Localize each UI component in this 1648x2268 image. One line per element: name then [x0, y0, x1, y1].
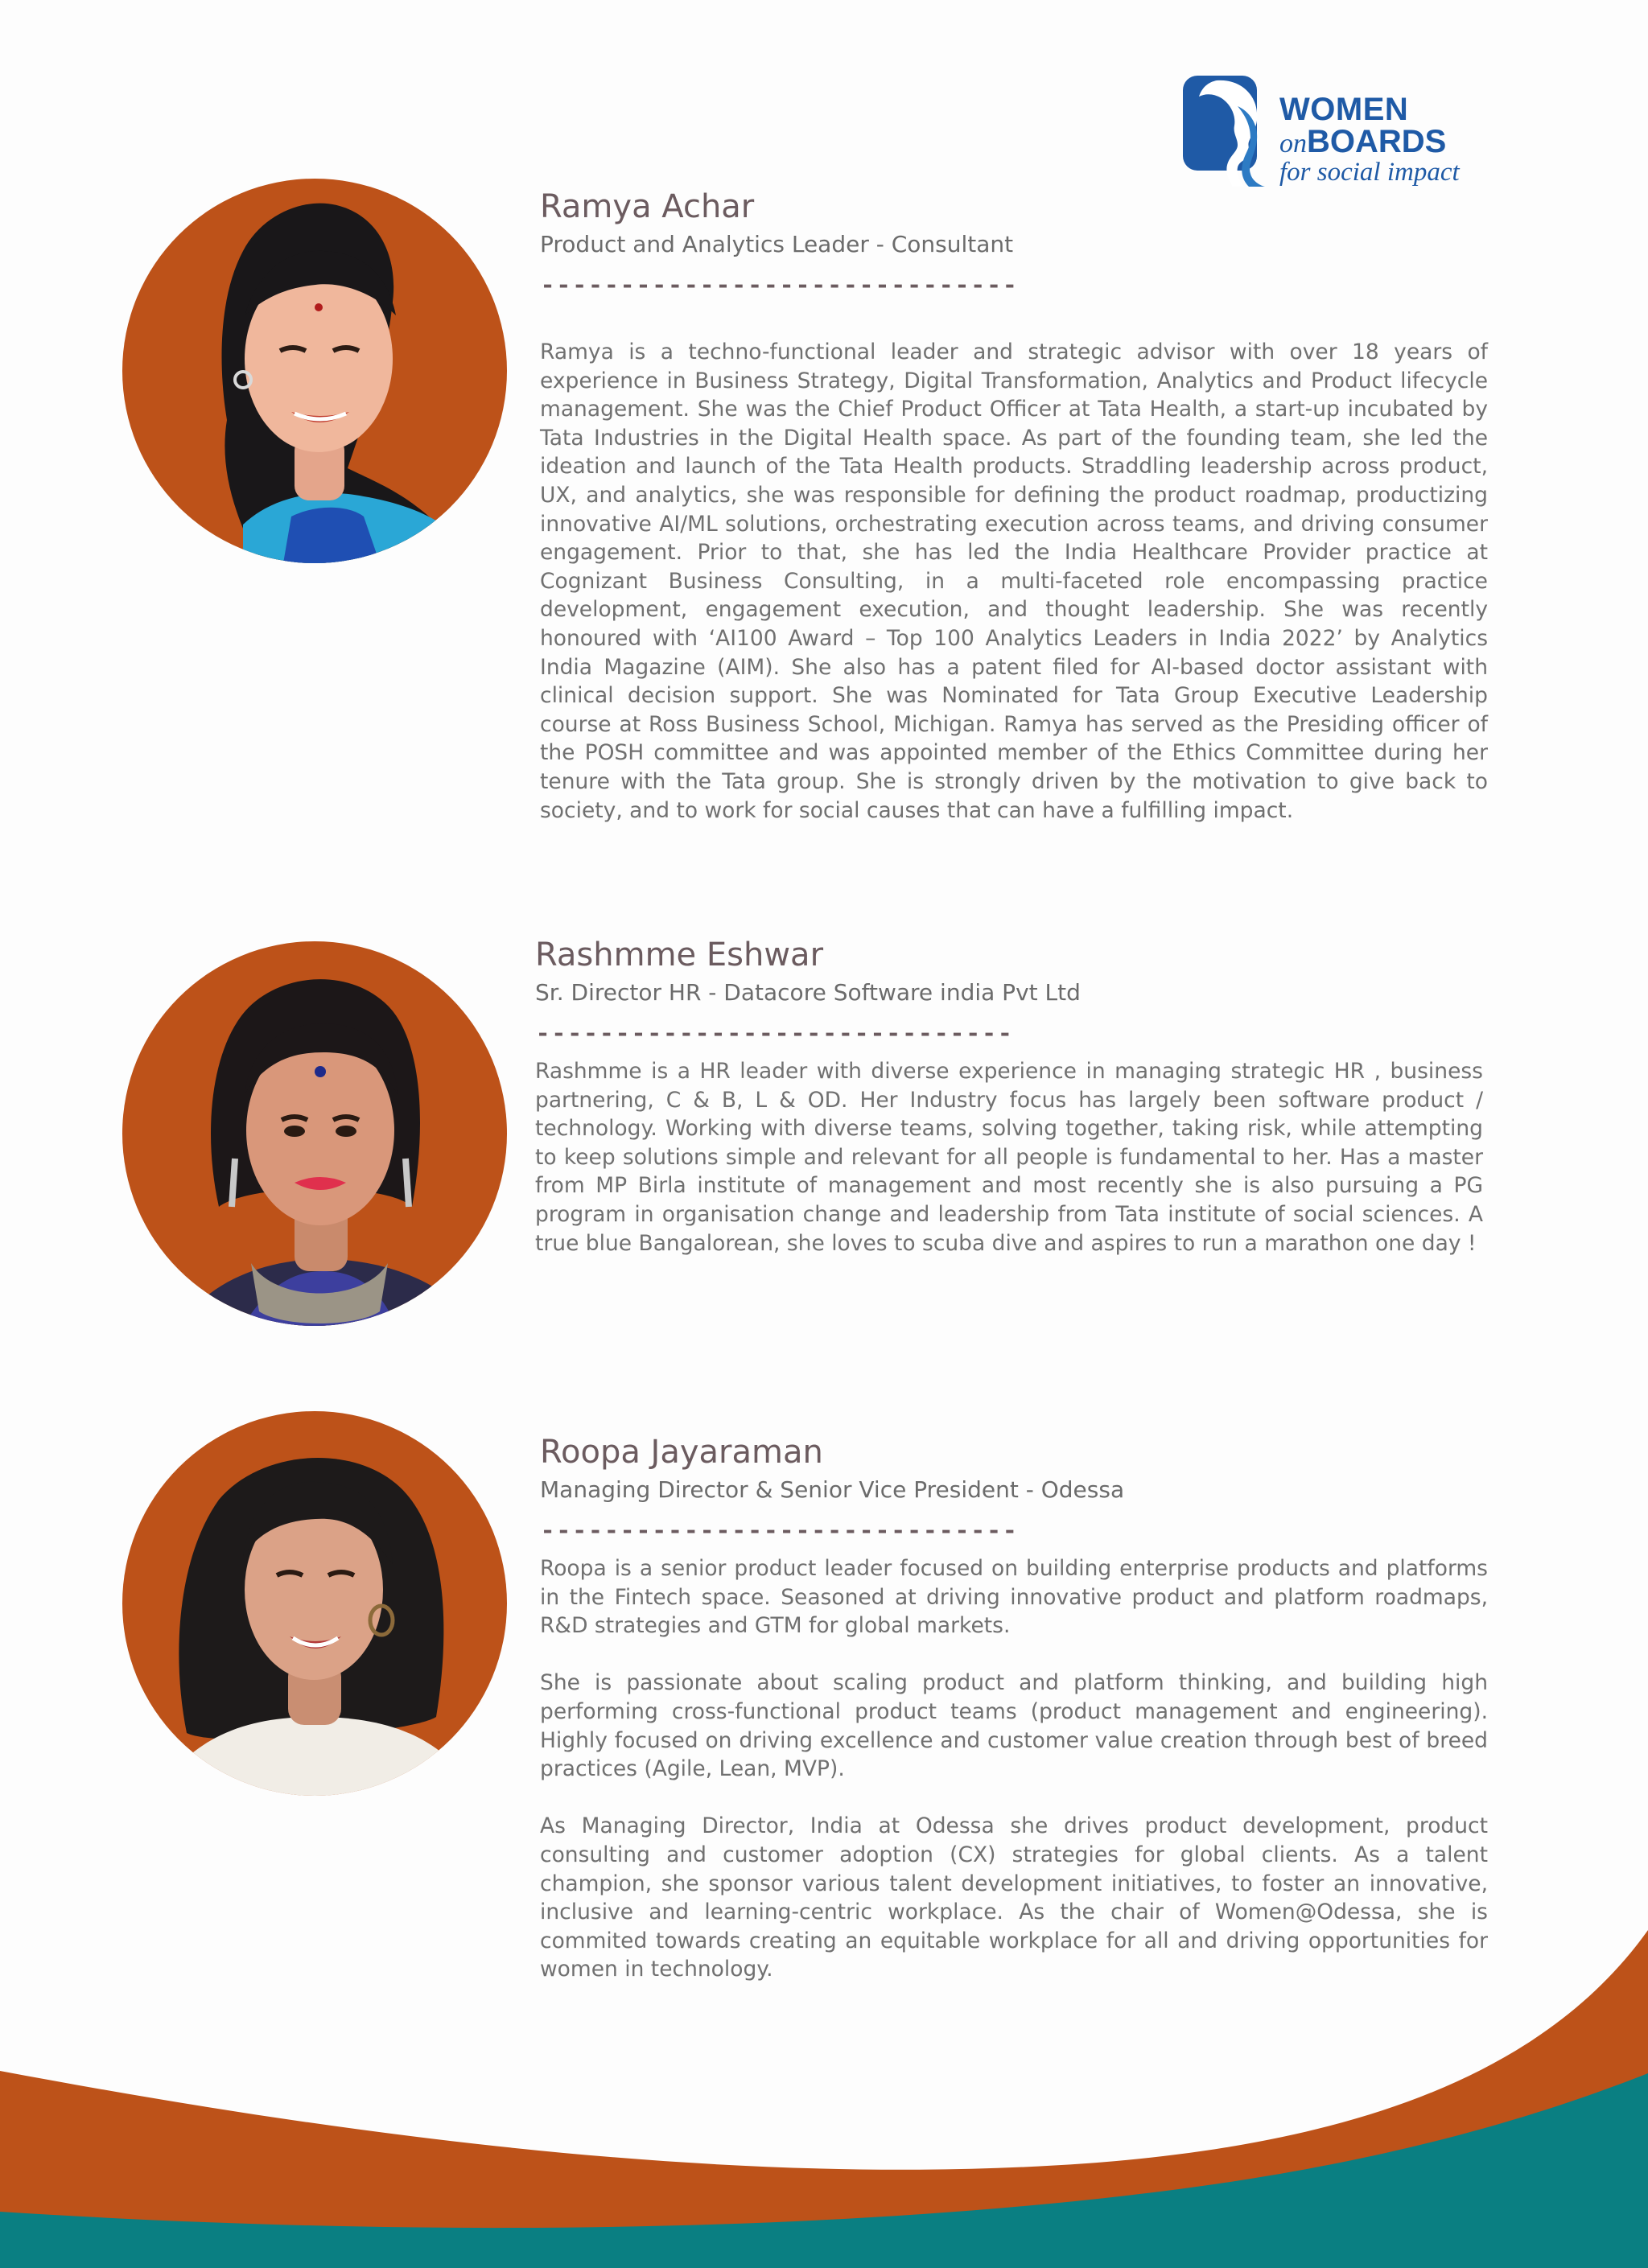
rashmme-eshwar-photo — [122, 941, 507, 1326]
bio-paragraph: Roopa is a senior product leader focused on building enterprise products and platforms in the Fintech space. Seasoned at driving innovative product and platform roadmaps, R&D strategies and GTM for global markets. — [540, 1556, 1488, 1639]
ramya-achar-photo — [122, 179, 507, 563]
logo-word-on: on — [1279, 129, 1307, 158]
bio-paragraph: Rashmme is a HR leader with diverse experience in managing strategic HR , business partnering, C & B, L & OD. Her Industry focus has largely been software product / technology. Working with diverse teams, solving together, taking risk, while attempting to keep solutions simple and relevant for all people is fundamental to her. Has a master from MP Birla institute of management and most recently she is also pursuing a PG program in organisation change and leadership from Tata institute of social sciences. A true blue Bangalorean, she loves to scuba dive and aspires to run a marathon one day ! — [535, 1059, 1483, 1256]
bio-paragraph: Ramya is a techno-functional leader and strategic advisor with over 18 years of experience in Business Strategy, Digital Transformation, Analytics and Product lifecycle management. She was the Chief Product Officer at Tata Health, a start-up incubated by Tata Industries in the Digital Health space. As part of the founding team, she led the ideation and launch of the Tata Health products. Straddling leadership across product, UX, and analytics, she was responsible for defining the product roadmap, productizing innovative AI/ML solutions, orchestrating execution across teams, and driving consumer engagement. Prior to that, she has led the India Healthcare Provider practice at Cognizant Business Consulting, in a multi-faceted role encompassing practice development, engagement execution, and thought leadership. She was recently honoured with ‘AI100 Award – Top 100 Analytics Leaders in India 2022’ by Analytics India Magazine (AIM). She also has a patent filed for AI-based doctor assistant with clinical decision support. She was Nominated for Tata Group Executive Leadership course at Ross Business School, Michigan. Ramya has served as the Presiding officer of the POSH committee and was appointed member of the Ethics Committee during her tenure with the Tata group. She is strongly driven by the motivation to give back to society, and to work for social causes that can have a fulfilling impact. — [540, 340, 1488, 823]
profile-bio — [540, 338, 1488, 825]
profile-rashmme-eshwar — [535, 935, 1483, 1257]
woman-profile-logo-icon — [1181, 74, 1268, 188]
bio-paragraph: As Managing Director, India at Odessa she drives product development, product consulting and customer adoption (CX) strategies for global clients. As a talent champion, she sponsor various talent development initiatives, to foster an innovative, inclusive and learning-centric workplace. As the chair of Women@Odessa, she is commited towards creating an equitable workplace for all and driving opportunities for women in technology. — [540, 1813, 1488, 1982]
profile-roopa-jayaraman — [540, 1432, 1488, 1984]
profile-bio — [535, 1057, 1483, 1257]
logo-word-women: WOMEN — [1279, 92, 1409, 127]
roopa-jayaraman-photo — [122, 1411, 507, 1796]
logo-word-boards: BOARDS — [1307, 124, 1447, 159]
profile-name: Rashmme Eshwar — [535, 936, 824, 973]
profile-divider: ------------------------------ — [535, 1019, 1014, 1049]
profile-divider: ------------------------------ — [540, 1517, 1019, 1546]
decorative-wave-footer — [0, 1930, 1648, 2268]
women-on-boards-logo — [1181, 74, 1471, 193]
profile-bio — [540, 1554, 1488, 1984]
profile-name: Ramya Achar — [540, 188, 755, 225]
profile-name: Roopa Jayaraman — [540, 1434, 823, 1471]
profile-role: Managing Director & Senior Vice President - Odessa — [540, 1476, 1125, 1503]
logo-tagline: for social impact — [1279, 158, 1460, 187]
profile-role: Product and Analytics Leader - Consultant — [540, 231, 1014, 257]
profile-role: Sr. Director HR - Datacore Software india Pvt Ltd — [535, 979, 1081, 1006]
bio-paragraph: She is passionate about scaling product and platform thinking, and building high performing cross-functional product teams (product management and engineering). Highly focused on driving excellence and customer value creation through best of breed practices (Agile, Lean, MVP). — [540, 1670, 1488, 1782]
profile-ramya-achar — [540, 187, 1488, 825]
profile-divider: ------------------------------ — [540, 271, 1019, 301]
